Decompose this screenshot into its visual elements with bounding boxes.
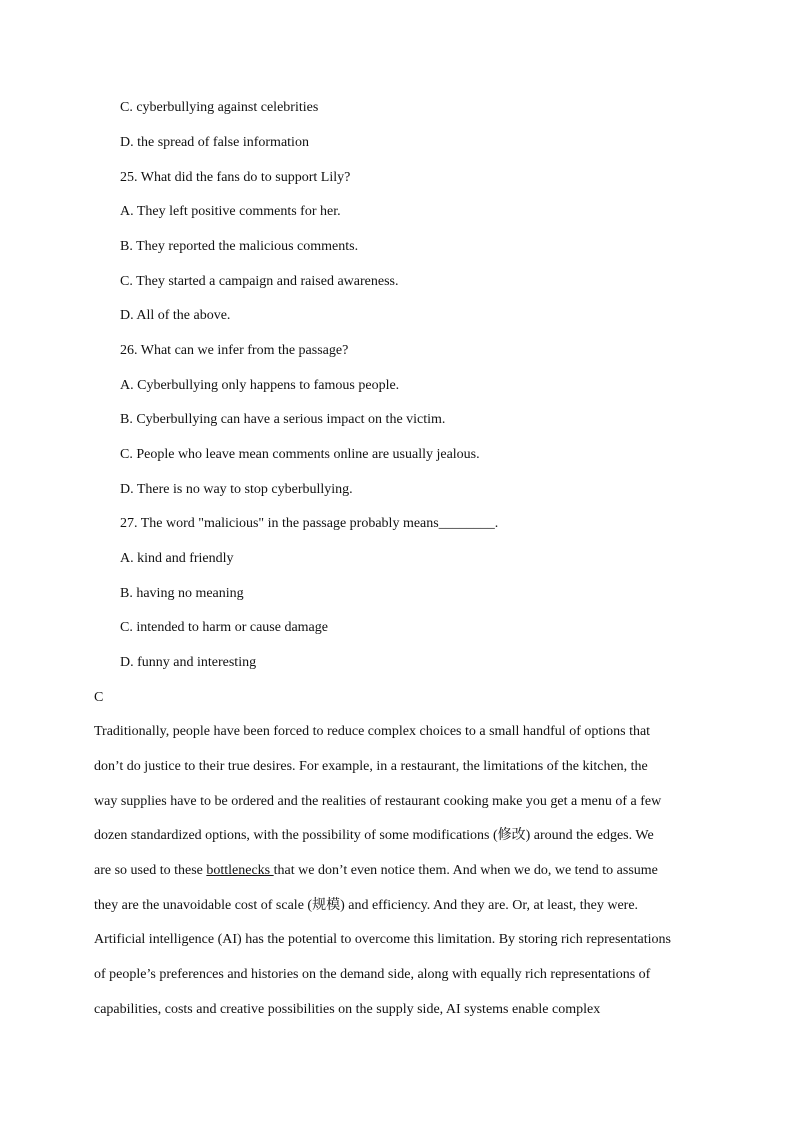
passage-line — [94, 861, 658, 881]
q26-option-a: A. Cyberbullying only happens to famous people. — [120, 378, 400, 393]
passage-line: Artificial intelligence (AI) has the potential to overcome this limitation. By storing rich representations — [94, 932, 671, 947]
q26-option-b: B. Cyberbullying can have a serious impact on the victim. — [120, 412, 446, 427]
passage-text: are so used to these — [94, 863, 207, 878]
q25-option-c: C. They started a campaign and raised awareness. — [120, 274, 399, 289]
passage-line: Traditionally, people have been forced to reduce complex choices to a small handful of options that — [94, 724, 651, 739]
passage-line: way supplies have to be ordered and the realities of restaurant cooking make you get a menu of a few — [94, 794, 662, 809]
passage-line: capabilities, costs and creative possibilities on the supply side, AI systems enable complex — [94, 1002, 601, 1017]
passage-line: of people’s preferences and histories on the demand side, along with equally rich representations of — [94, 967, 651, 982]
q27-option-b: B. having no meaning — [120, 586, 244, 601]
q24-option-c: C. cyberbullying against celebrities — [120, 100, 319, 115]
q24-option-d: D. the spread of false information — [120, 135, 309, 150]
q25-option-d: D. All of the above. — [120, 308, 231, 323]
underlined-word: bottlenecks — [206, 863, 274, 878]
q25-option-a: A. They left positive comments for her. — [120, 204, 341, 219]
q27-option-a: A. kind and friendly — [120, 551, 234, 566]
q27-option-c: C. intended to harm or cause damage — [120, 620, 328, 635]
q26-stem: 26. What can we infer from the passage? — [120, 343, 349, 358]
q26-option-d: D. There is no way to stop cyberbullying. — [120, 482, 353, 497]
passage-line: don’t do justice to their true desires. For example, in a restaurant, the limitations of the kitchen, the — [94, 759, 648, 774]
passage-line: dozen standardized options, with the possibility of some modifications (修改) around the edges. We — [94, 828, 654, 843]
q26-option-c: C. People who leave mean comments online are usually jealous. — [120, 447, 480, 462]
q25-option-b: B. They reported the malicious comments. — [120, 239, 359, 254]
q27-stem: 27. The word "malicious" in the passage probably means________. — [120, 516, 499, 531]
section-label: C — [94, 690, 104, 705]
passage-line: they are the unavoidable cost of scale (规模) and efficiency. And they are. Or, at least, they were. — [94, 898, 639, 913]
q27-option-d: D. funny and interesting — [120, 655, 257, 670]
passage-text: that we don’t even notice them. And when we do, we tend to assume — [273, 863, 658, 878]
q25-stem: 25. What did the fans do to support Lily? — [120, 170, 351, 185]
